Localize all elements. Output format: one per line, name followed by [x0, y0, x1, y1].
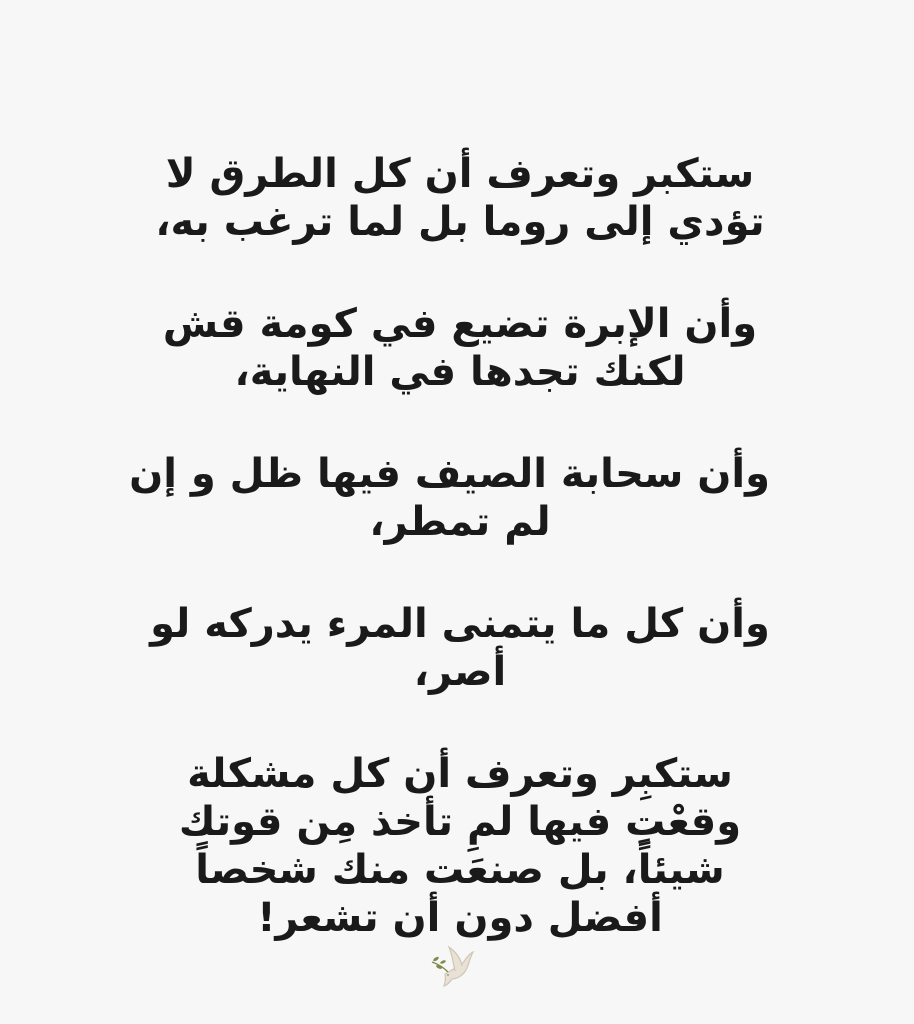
poem-line: ستكبر وتعرف أن كل الطرق لا: [165, 151, 755, 197]
poem-line: وأن الإبرة تضيع في كومة قش: [162, 301, 758, 347]
poem-line: تؤدي إلى روما بل لما ترغب به،: [155, 199, 765, 245]
stanza-2: [150, 300, 770, 396]
poem-line: أصر،: [413, 649, 507, 695]
poem-line: وأن كل ما يتمنى المرء يدركه لو: [150, 601, 770, 647]
poem-line: أفضل دون أن تشعر!: [257, 895, 663, 941]
poem-line: لكنك تجدها في النهاية،: [234, 349, 686, 395]
stanza-5: [150, 750, 770, 942]
dove-with-olive-branch-icon: [428, 944, 478, 990]
stanza-1: [150, 150, 770, 246]
poem-line: شيئاً، بل صنعَت منك شخصاً: [195, 847, 725, 893]
stanza-4: [150, 600, 770, 696]
poem-text: [129, 150, 770, 942]
poem-line: وأن سحابة الصيف فيها ظل و إن: [129, 451, 770, 497]
poem-line: ستكبِر وتعرف أن كل مشكلة: [187, 751, 733, 797]
poem-line: وقعْتِ فيها لمِ تأخذ مِن قوتك: [178, 799, 742, 845]
stanza-3: [129, 450, 770, 546]
poem-line: لم تمطر،: [369, 499, 551, 545]
